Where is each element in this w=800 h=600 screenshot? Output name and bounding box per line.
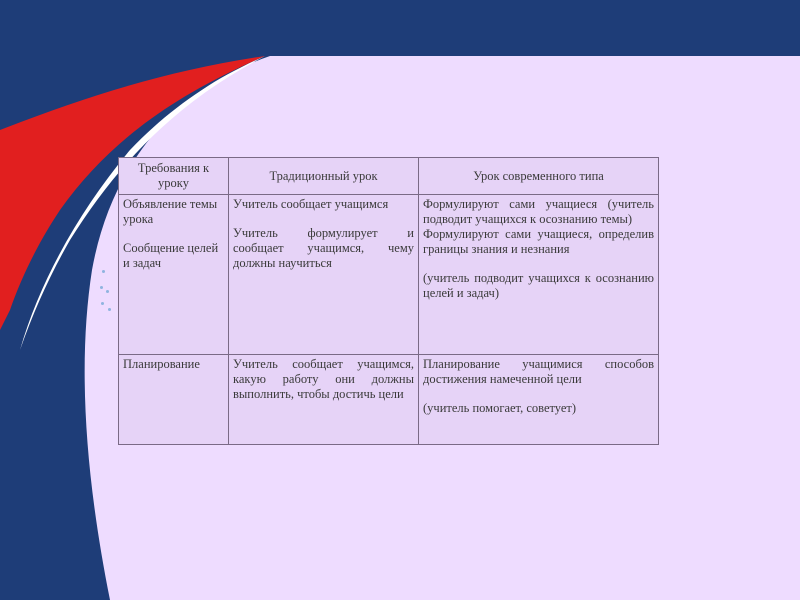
cell-text: (учитель помогает, советует) [423,401,577,415]
traditional-cell [229,195,419,355]
dot [108,308,111,311]
cell-text: Планирование учащимися способов достижения намеченной цели [423,357,654,386]
dot [102,270,105,273]
table-row [119,355,659,445]
header-traditional-lesson: Традиционный урок [229,158,419,195]
cell-text: Учитель формулирует и сообщает учащимся, чему должны научиться [233,226,414,270]
dot [106,290,109,293]
table-header-row [119,158,659,195]
header-modern-lesson: Урок современного типа [419,158,659,195]
decorative-dots [100,268,114,318]
requirement-cell [119,355,229,445]
dot [101,302,104,305]
top-blue-band [0,0,800,56]
cell-text: Учитель сообщает учащимся [233,197,389,211]
cell-text: Учитель сообщает учащимся, какую работу они должны выполнить, чтобы достичь цели [233,357,414,401]
modern-cell [419,355,659,445]
cell-text: Объявление темы урока [123,197,218,226]
cell-text: Сообщение целей и задач [123,241,219,270]
traditional-cell [229,355,419,445]
dot [100,286,103,289]
modern-cell [419,195,659,355]
cell-text: Формулируют сами учащиеся (учитель подводит учащихся к осознанию темы) [423,197,654,226]
requirement-cell [119,195,229,355]
comparison-table-wrapper [118,157,658,445]
cell-text: (учитель подводит учащихся к осознанию целей и задач) [423,271,654,300]
header-requirements: Требования к уроку [119,158,229,195]
cell-text: Формулируют сами учащиеся, определив границы знания и незнания [423,227,654,256]
cell-text: Планирование [123,357,200,371]
table-row [119,195,659,355]
comparison-table [118,157,659,445]
